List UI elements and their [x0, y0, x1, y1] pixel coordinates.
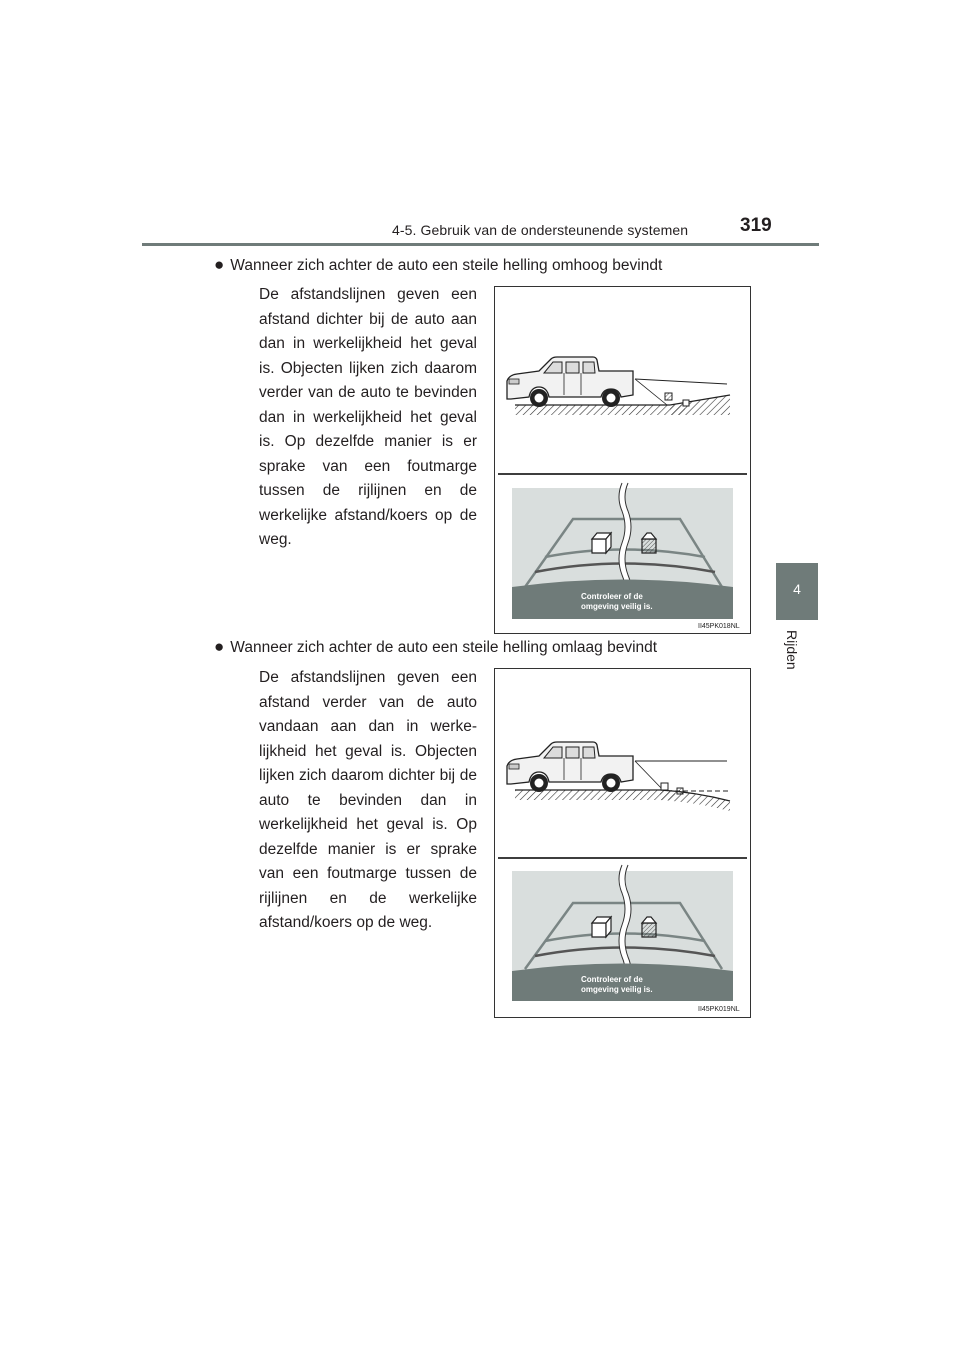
page-number: 319 — [740, 215, 772, 236]
screen-message-line2: omgeving veilig is. — [581, 602, 653, 611]
heading-text: Wanneer zich achter de auto een steile helling omlaag bevindt — [230, 639, 658, 656]
screen-message-line2: omgeving veilig is. — [581, 985, 653, 994]
chapter-label: Rijden — [784, 630, 800, 670]
object-box-icon — [592, 917, 611, 937]
chapter-number: 4 — [793, 581, 801, 597]
section-heading-downhill — [214, 637, 657, 657]
chapter-tab — [776, 563, 818, 620]
pickup-truck-icon — [507, 357, 633, 407]
object-box-icon — [592, 533, 611, 553]
section-body-uphill: De afstandslijnen geven een afstand dichter bij de auto aan dan in werkelijkheid het geval is. Objecten lijken zich daarom verder van de auto te bevinden dan in werkelijkheid het geval is. Op dezelfde manier is er sprake van een foutmarge tussen de rijlijnen en de werkelijke afstand/koers op de weg. — [259, 286, 477, 548]
pickup-truck-icon — [507, 742, 633, 792]
section-heading-uphill — [214, 255, 662, 275]
heading-text: Wanneer zich achter de auto een steile helling omhoog bevindt — [230, 257, 663, 274]
uphill-illustration — [495, 287, 750, 633]
section-title: 4-5. Gebruik van de ondersteunende systemen — [392, 222, 689, 238]
hatched-box-icon — [642, 917, 656, 937]
header-divider — [142, 243, 819, 246]
figure-uphill — [494, 286, 751, 634]
figure-downhill — [494, 668, 751, 1018]
screen-message-line1: Controleer of de — [581, 975, 643, 984]
screen-message-line1: Controleer of de — [581, 592, 643, 601]
uphill-slope — [670, 395, 730, 415]
downhill-illustration — [495, 669, 750, 1017]
hatched-box-icon — [642, 533, 656, 553]
bullet-icon: ● — [214, 637, 225, 656]
bullet-icon: ● — [214, 255, 225, 274]
figure-code: II45PK019NL — [698, 1006, 740, 1013]
section-body-downhill: De afstandslijnen geven een afstand verder van de auto vandaan aan dan in werkelijkheid het geval is. Objecten lijken zich daarom dichter bij de auto te bevinden dan in werkelijkheid het geval is. Op dezelfde manier is er sprake van een foutmarge tussen de rijlijnen en de werkelijke afstand/koers op de weg. — [259, 669, 477, 931]
figure-code: II45PK018NL — [698, 623, 740, 630]
